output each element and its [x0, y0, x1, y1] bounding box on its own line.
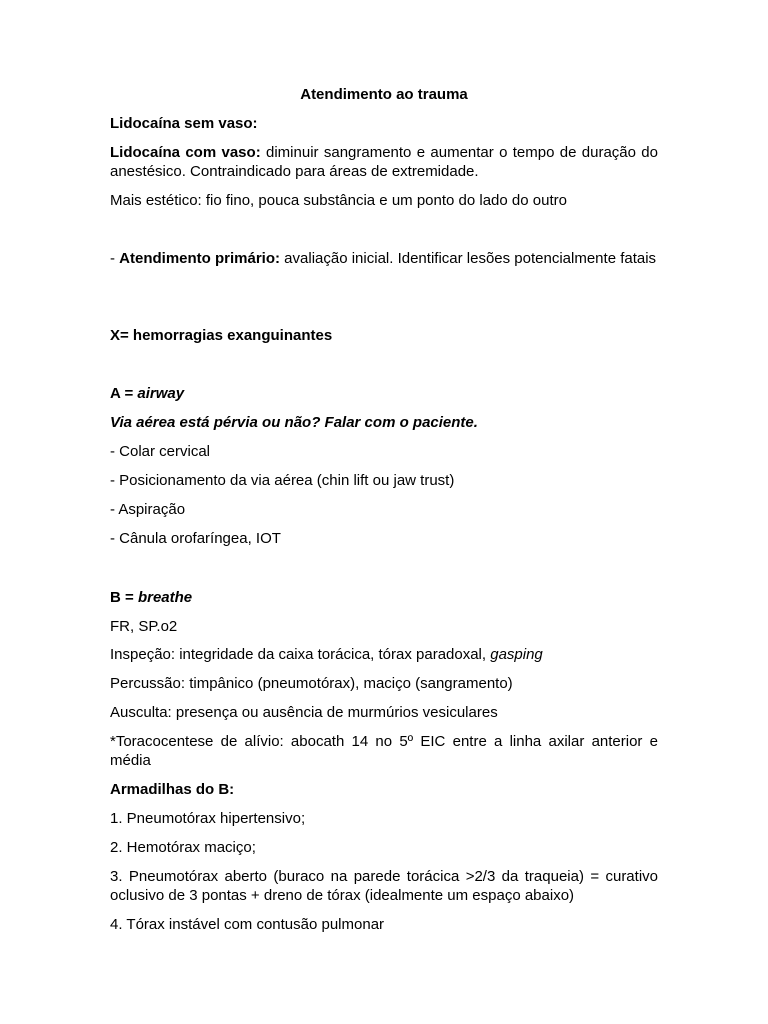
fr-spo2-line: FR, SP.o2: [110, 618, 178, 635]
lidocaina-com-vaso: Lidocaína com vaso: diminuir sangramento e aumentar o tempo de duração do anestésico. Contraindicado para áreas de extremidade.: [110, 144, 658, 180]
lidocaina-sem-vaso: Lidocaína sem vaso:: [110, 115, 258, 132]
list-item: 4. Tórax instável com contusão pulmonar: [110, 916, 385, 933]
list-item: - Cânula orofaríngea, IOT: [110, 530, 281, 547]
a-airway-heading: A = airway: [110, 385, 185, 402]
x-hemorragias: X= hemorragias exanguinantes: [110, 327, 333, 344]
list-item: 3. Pneumotórax aberto (buraco na parede torácica >2/3 da traqueia) = curativo oclusivo de 3 pontas + dreno de tórax (idealmente um espaço abaixo): [110, 868, 658, 904]
list-item: 2. Hemotórax maciço;: [110, 839, 256, 856]
percussao-line: Percussão: timpânico (pneumotórax), maciço (sangramento): [110, 675, 513, 692]
list-item: 1. Pneumotórax hipertensivo;: [110, 810, 306, 827]
list-item: - Posicionamento da via aérea (chin lift ou jaw trust): [110, 472, 455, 489]
toracocentese-line: *Toracocentese de alívio: abocath 14 no 5º EIC entre a linha axilar anterior e média: [110, 733, 658, 769]
atendimento-primario: - Atendimento primário: avaliação inicial. Identificar lesões potencialmente fatais: [110, 250, 657, 267]
airway-question: Via aérea está pérvia ou não? Falar com o paciente.: [110, 414, 478, 431]
document-title: Atendimento ao trauma: [300, 86, 468, 103]
inspecao-line: Inspeção: integridade da caixa torácica, tórax paradoxal, gasping: [110, 646, 543, 663]
b-breathe-heading: B = breathe: [110, 589, 193, 606]
list-item: - Aspiração: [110, 501, 186, 518]
mais-estetico-line: Mais estético: fio fino, pouca substância e um ponto do lado do outro: [110, 192, 567, 209]
list-item: - Colar cervical: [110, 443, 211, 460]
ausculta-line: Ausculta: presença ou ausência de murmúrios vesiculares: [110, 704, 498, 721]
armadilhas-heading: Armadilhas do B:: [110, 781, 235, 798]
